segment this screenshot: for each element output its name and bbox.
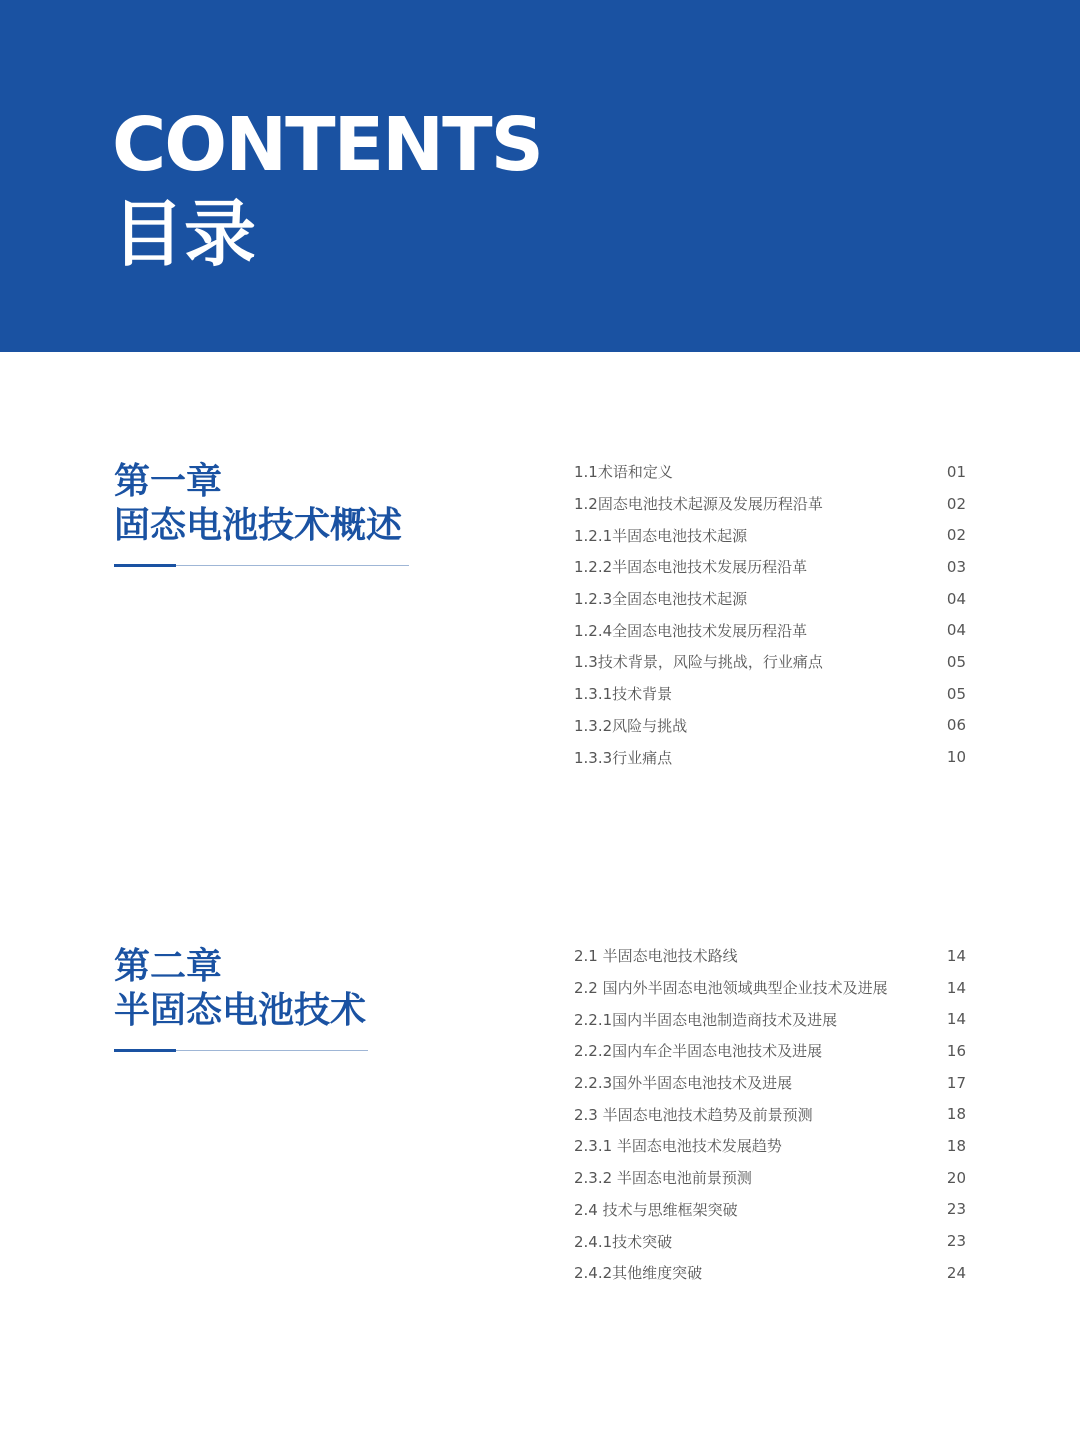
toc-entry-label: 1.3技术背景，风险与挑战，行业痛点: [574, 653, 823, 672]
toc-entry[interactable]: [574, 1035, 966, 1067]
chapter-1-heading: [114, 460, 402, 548]
toc-entry-label: 1.2固态电池技术起源及发展历程沿革: [574, 495, 823, 514]
chapter-1-divider-accent: [114, 564, 176, 567]
chapter-1-divider: [114, 565, 409, 566]
chapter-2-number: 第二章: [114, 946, 223, 987]
toc-entry[interactable]: [574, 940, 966, 972]
toc-entry[interactable]: [574, 583, 966, 615]
contents-title-en: CONTENTS: [112, 102, 542, 188]
toc-entry[interactable]: [574, 646, 966, 678]
toc-entry-label: 2.1 半固态电池技术路线: [574, 947, 738, 966]
toc-entry[interactable]: [574, 678, 966, 710]
toc-entry-label: 2.3.1 半固态电池技术发展趋势: [574, 1137, 782, 1156]
toc-entry-label: 2.3 半固态电池技术趋势及前景预测: [574, 1105, 813, 1124]
toc-entry-page-number: 05: [946, 684, 966, 703]
chapter-2-heading: [114, 945, 366, 1033]
toc-entry-page-number: 01: [946, 462, 966, 481]
header-band: [0, 0, 1080, 352]
toc-entry[interactable]: [574, 1067, 966, 1099]
toc-entry-label: 1.3.3行业痛点: [574, 748, 673, 767]
toc-entry-page-number: 16: [946, 1041, 966, 1060]
toc-entry-page-number: 23: [946, 1232, 966, 1251]
chapter-1-toc: [574, 456, 966, 773]
toc-entry-label: 1.2.4全固态电池技术发展历程沿革: [574, 621, 808, 640]
toc-entry-page-number: 24: [946, 1263, 966, 1282]
chapter-1-number: 第一章: [114, 461, 223, 502]
toc-entry-page-number: 03: [946, 557, 966, 576]
toc-entry-page-number: 20: [946, 1168, 966, 1187]
toc-entry[interactable]: [574, 551, 966, 583]
toc-entry[interactable]: [574, 1098, 966, 1130]
chapter-2-divider: [114, 1050, 368, 1051]
toc-entry-label: 2.2.1国内半固态电池制造商技术及进展: [574, 1010, 838, 1029]
toc-entry-label: 2.2 国内外半固态电池领域典型企业技术及进展: [574, 979, 888, 998]
toc-entry-page-number: 04: [946, 621, 966, 640]
toc-entry-label: 1.3.1技术背景: [574, 685, 673, 704]
toc-entry-page-number: 14: [946, 1010, 966, 1029]
chapter-1-title: 固态电池技术概述: [114, 505, 403, 546]
toc-entry[interactable]: [574, 1130, 966, 1162]
chapter-2-divider-accent: [114, 1049, 176, 1052]
toc-entry[interactable]: [574, 710, 966, 742]
toc-entry[interactable]: [574, 614, 966, 646]
toc-entry[interactable]: [574, 519, 966, 551]
toc-entry-label: 2.4.2其他维度突破: [574, 1264, 703, 1283]
toc-entry-label: 2.2.3国外半固态电池技术及进展: [574, 1074, 793, 1093]
toc-entry[interactable]: [574, 1257, 966, 1289]
toc-entry-label: 1.3.2风险与挑战: [574, 716, 688, 735]
toc-entry[interactable]: [574, 456, 966, 488]
chapter-2-toc: [574, 940, 966, 1289]
toc-entry-label: 2.4.1技术突破: [574, 1232, 673, 1251]
toc-entry-label: 1.2.3全固态电池技术起源: [574, 590, 748, 609]
toc-entry[interactable]: [574, 1003, 966, 1035]
toc-entry-page-number: 04: [946, 589, 966, 608]
toc-entry-label: 1.2.1半固态电池技术起源: [574, 526, 748, 545]
toc-entry-page-number: 23: [946, 1200, 966, 1219]
toc-entry[interactable]: [574, 1162, 966, 1194]
toc-entry-page-number: 02: [946, 494, 966, 513]
toc-entry[interactable]: [574, 1225, 966, 1257]
toc-entry-page-number: 02: [946, 526, 966, 545]
toc-entry-page-number: 06: [946, 716, 966, 735]
toc-entry-page-number: 14: [946, 946, 966, 965]
toc-entry-label: 2.3.2 半固态电池前景预测: [574, 1169, 752, 1188]
toc-entry-label: 1.2.2半固态电池技术发展历程沿革: [574, 558, 808, 577]
toc-entry-page-number: 18: [946, 1105, 966, 1124]
chapter-2-title: 半固态电池技术: [114, 990, 367, 1031]
toc-entry[interactable]: [574, 488, 966, 520]
toc-entry-page-number: 05: [946, 652, 966, 671]
toc-entry[interactable]: [574, 1194, 966, 1226]
toc-entry-page-number: 18: [946, 1136, 966, 1155]
toc-entry[interactable]: [574, 972, 966, 1004]
toc-entry[interactable]: [574, 741, 966, 773]
toc-entry-label: 1.1术语和定义: [574, 463, 673, 482]
toc-entry-label: 2.4 技术与思维框架突破: [574, 1200, 738, 1219]
contents-title-zh: 目录: [112, 192, 257, 276]
toc-entry-page-number: 14: [946, 978, 966, 997]
toc-entry-page-number: 10: [946, 748, 966, 767]
toc-entry-label: 2.2.2国内车企半固态电池技术及进展: [574, 1042, 823, 1061]
toc-entry-page-number: 17: [946, 1073, 966, 1092]
